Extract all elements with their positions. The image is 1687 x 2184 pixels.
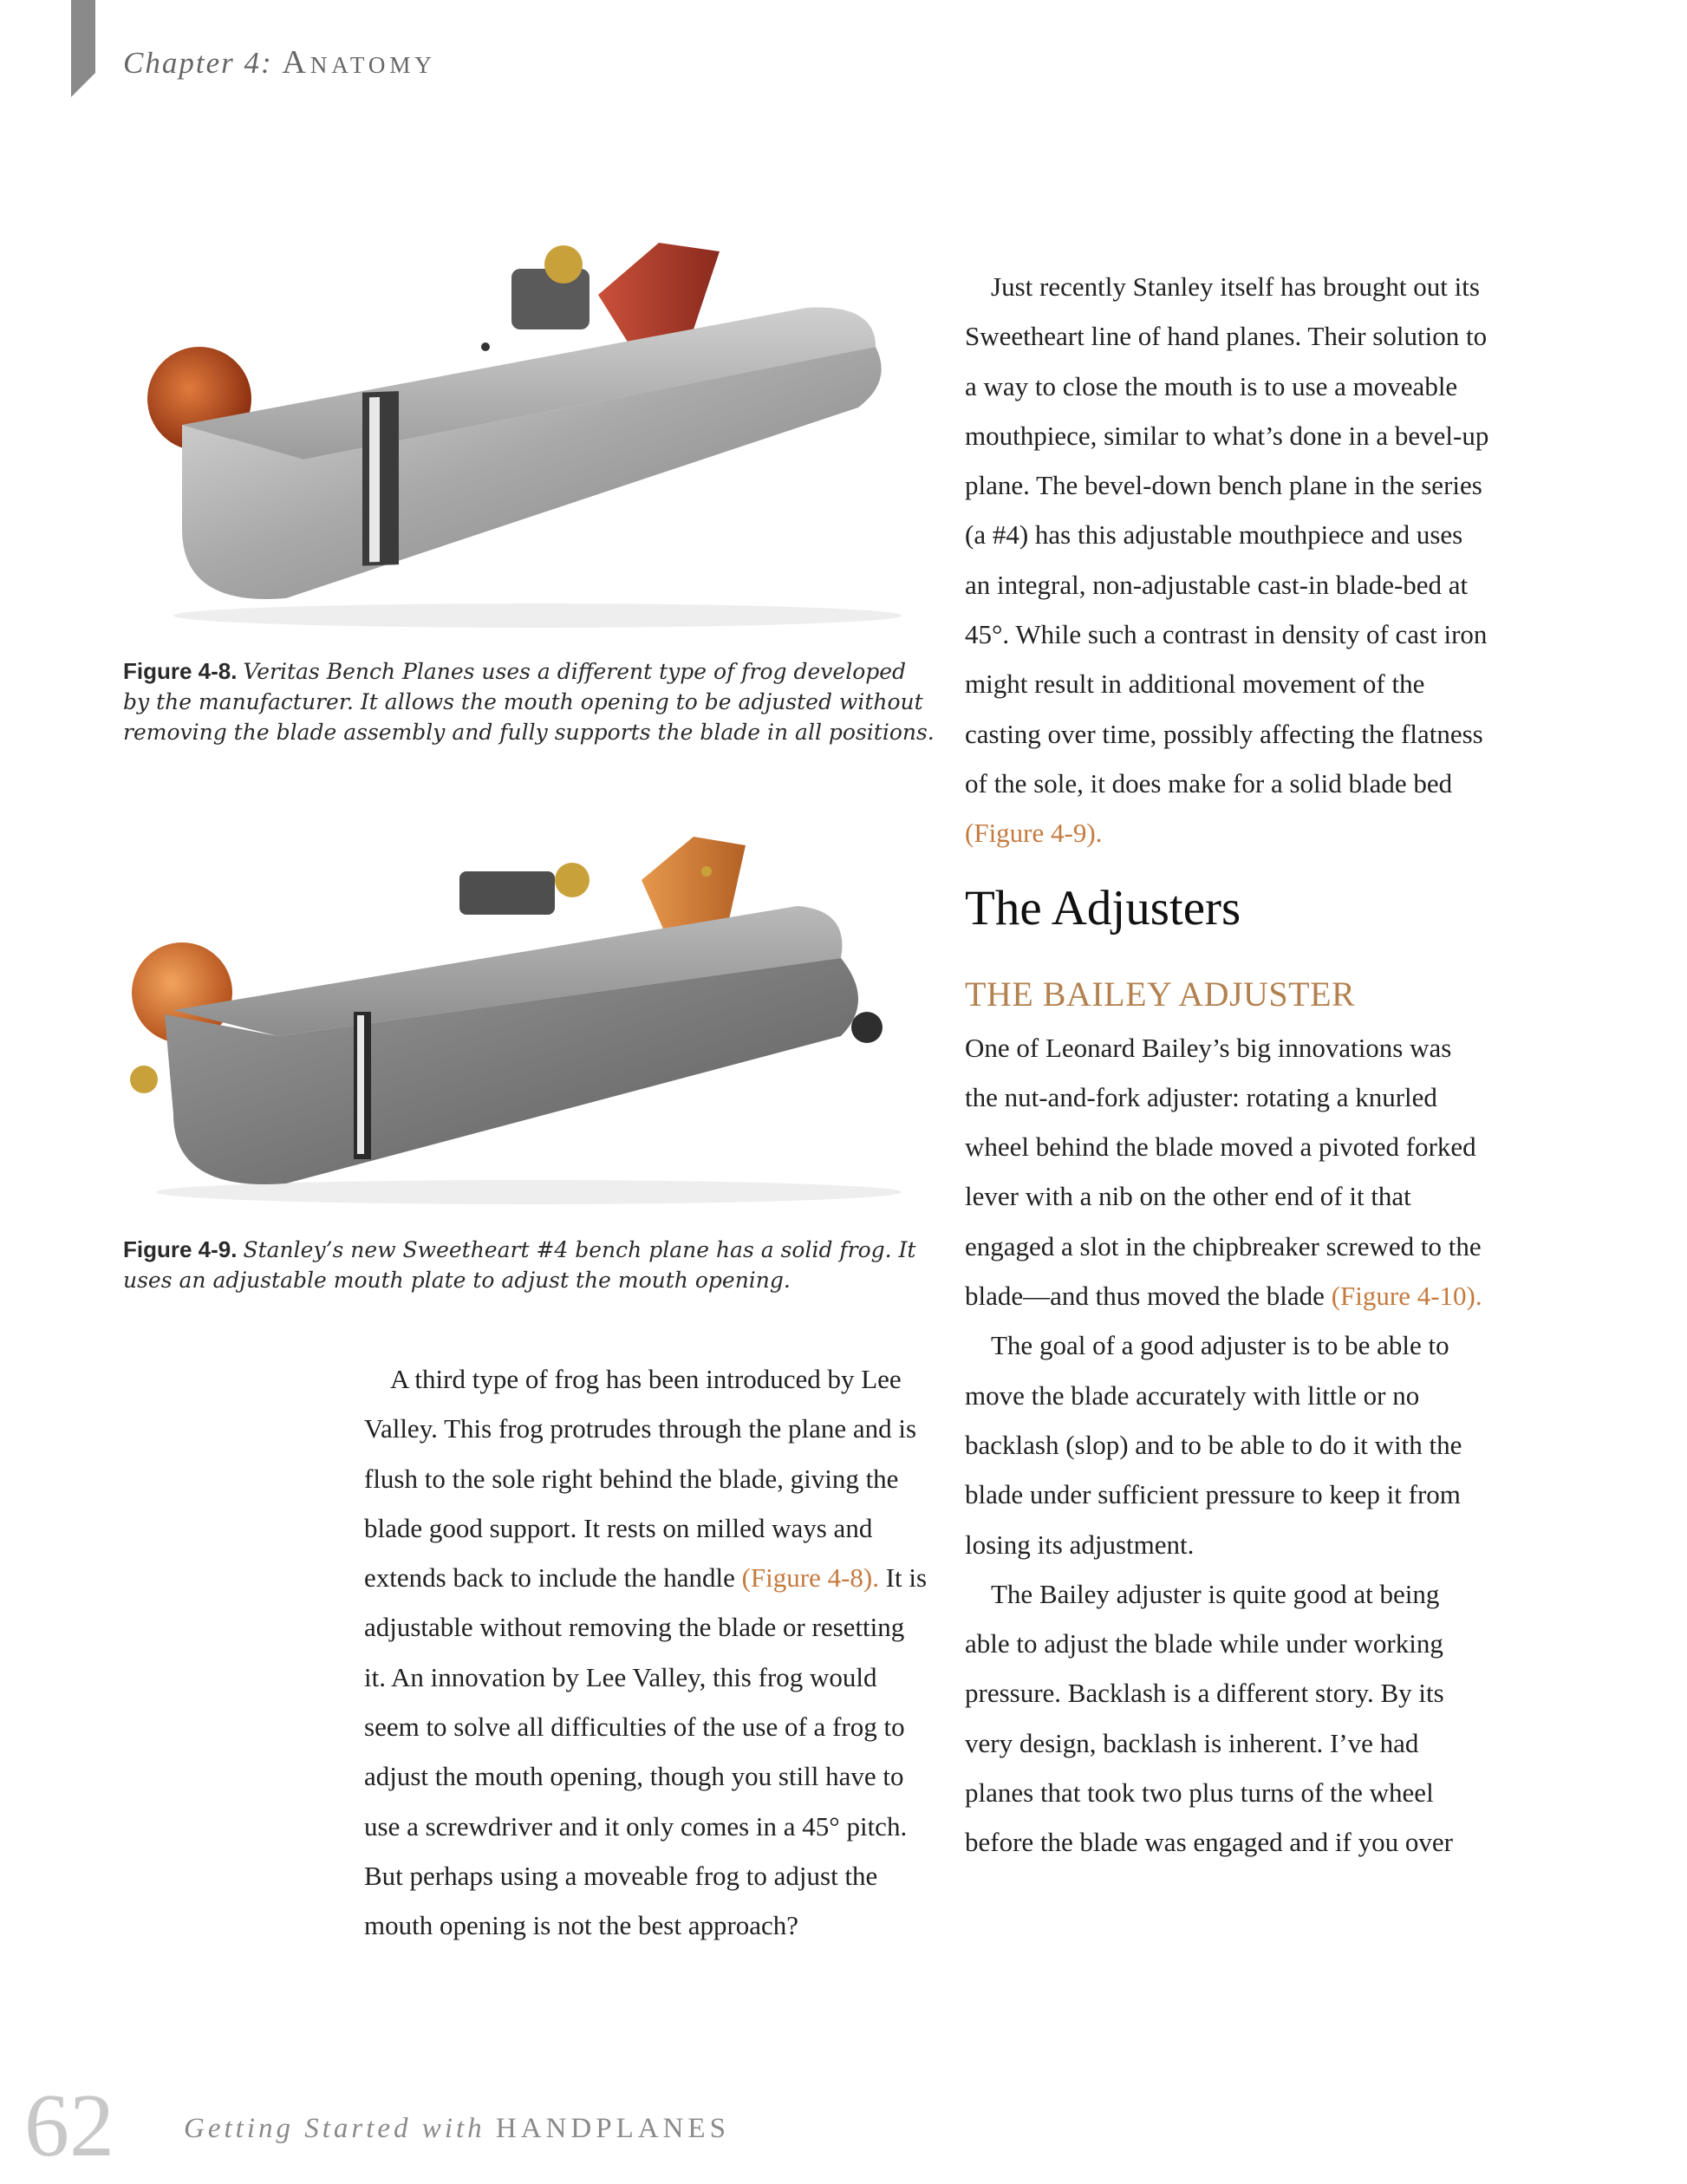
figure-reference: (Figure 4-10).	[1331, 1281, 1482, 1312]
subsection-title: THE BAILEY ADJUSTER	[965, 974, 1356, 1014]
figure-4-8-caption	[123, 656, 938, 747]
figure-4-8-photo	[130, 234, 928, 633]
chapter-header	[123, 43, 436, 81]
page-number: 62	[24, 2076, 114, 2175]
book-title-caps: HANDPLANES	[495, 2113, 730, 2144]
figure-caption-text: Veritas Bench Planes uses a different type of frog developed by the manufacturer. It allows the mouth opening to be adjusted without removing the blade assembly and fully supports the blade in all positions.	[123, 659, 935, 745]
figure-label: Figure 4-9.	[123, 1236, 238, 1262]
section-title: The Adjusters	[965, 880, 1241, 936]
figure-caption-text: Stanley’s new Sweetheart #4 bench plane has a solid frog. It uses an adjustable mouth plate to adjust the mouth opening.	[123, 1237, 916, 1293]
figure-4-9-photo	[121, 828, 902, 1209]
figure-4-9-caption	[123, 1235, 938, 1295]
figure-reference: (Figure 4-9).	[965, 818, 1103, 849]
figure-label: Figure 4-8.	[123, 658, 238, 684]
body-paragraph: The goal of a good adjuster is to be able to move the blade accurately with little or no backlash (slop) and to be able to do it with the blade under sufficient pressure to keep it from losing its adjustment.	[965, 1330, 1462, 1560]
body-paragraph: One of Leonard Bailey’s big innovations was the nut-and-fork adjuster: rotating a knurled wheel behind the blade moved a pivoted forked lever with a nib on the other end of it that engaged a slot in the chipbreaker screwed to the blade—and thus moved the blade (Figure 4-10).	[965, 1032, 1482, 1312]
chapter-tab-marker	[71, 0, 95, 97]
left-text-column	[364, 1354, 932, 1951]
body-paragraph: The Bailey adjuster is quite good at being able to adjust the blade while under working pressure. Backlash is a different story. By its very design, backlash is inherent. I’ve had planes that took two plus turns of the wheel before the blade was engaged and if you over	[965, 1578, 1453, 1858]
chapter-label: Chapter 4:	[123, 46, 273, 80]
chapter-name: Anatomy	[282, 44, 436, 81]
body-paragraph: Just recently Stanley itself has brought out its Sweetheart line of hand planes. Their solution to a way to close the mouth is to use a moveable mouthpiece, similar to what’s done in a bevel-up plane. The bevel-down bench plane in the series (a #4) has this adjustable mouthpiece and uses an integral, non-adjustable cast-in blade-bed at 45°. While such a contrast in density of cast iron might result in additional movement of the casting over time, possibly affecting the flatness of the sole, it does make for a solid blade bed (Figure 4-9).	[965, 271, 1489, 849]
figure-reference: (Figure 4-8).	[741, 1562, 879, 1594]
right-text-column	[965, 262, 1489, 1868]
running-footer	[184, 2113, 730, 2145]
book-title-italic: Getting Started with	[184, 2113, 485, 2144]
body-paragraph: A third type of frog has been introduced by Lee Valley. This frog protrudes through the plane and is flush to the sole right behind the blade, giving the blade good support. It rests on milled ways and extends back to include the handle (Figure 4-8). It is adjustable without removing the blade or resetting it. An innovation by Lee Valley, this frog would seem to solve all difficulties of the use of a frog to adjust the mouth opening, though you still have to use a screwdriver and it only comes in a 45° pitch. But perhaps using a moveable frog to adjust the mouth opening is not the best approach?	[364, 1364, 928, 1941]
